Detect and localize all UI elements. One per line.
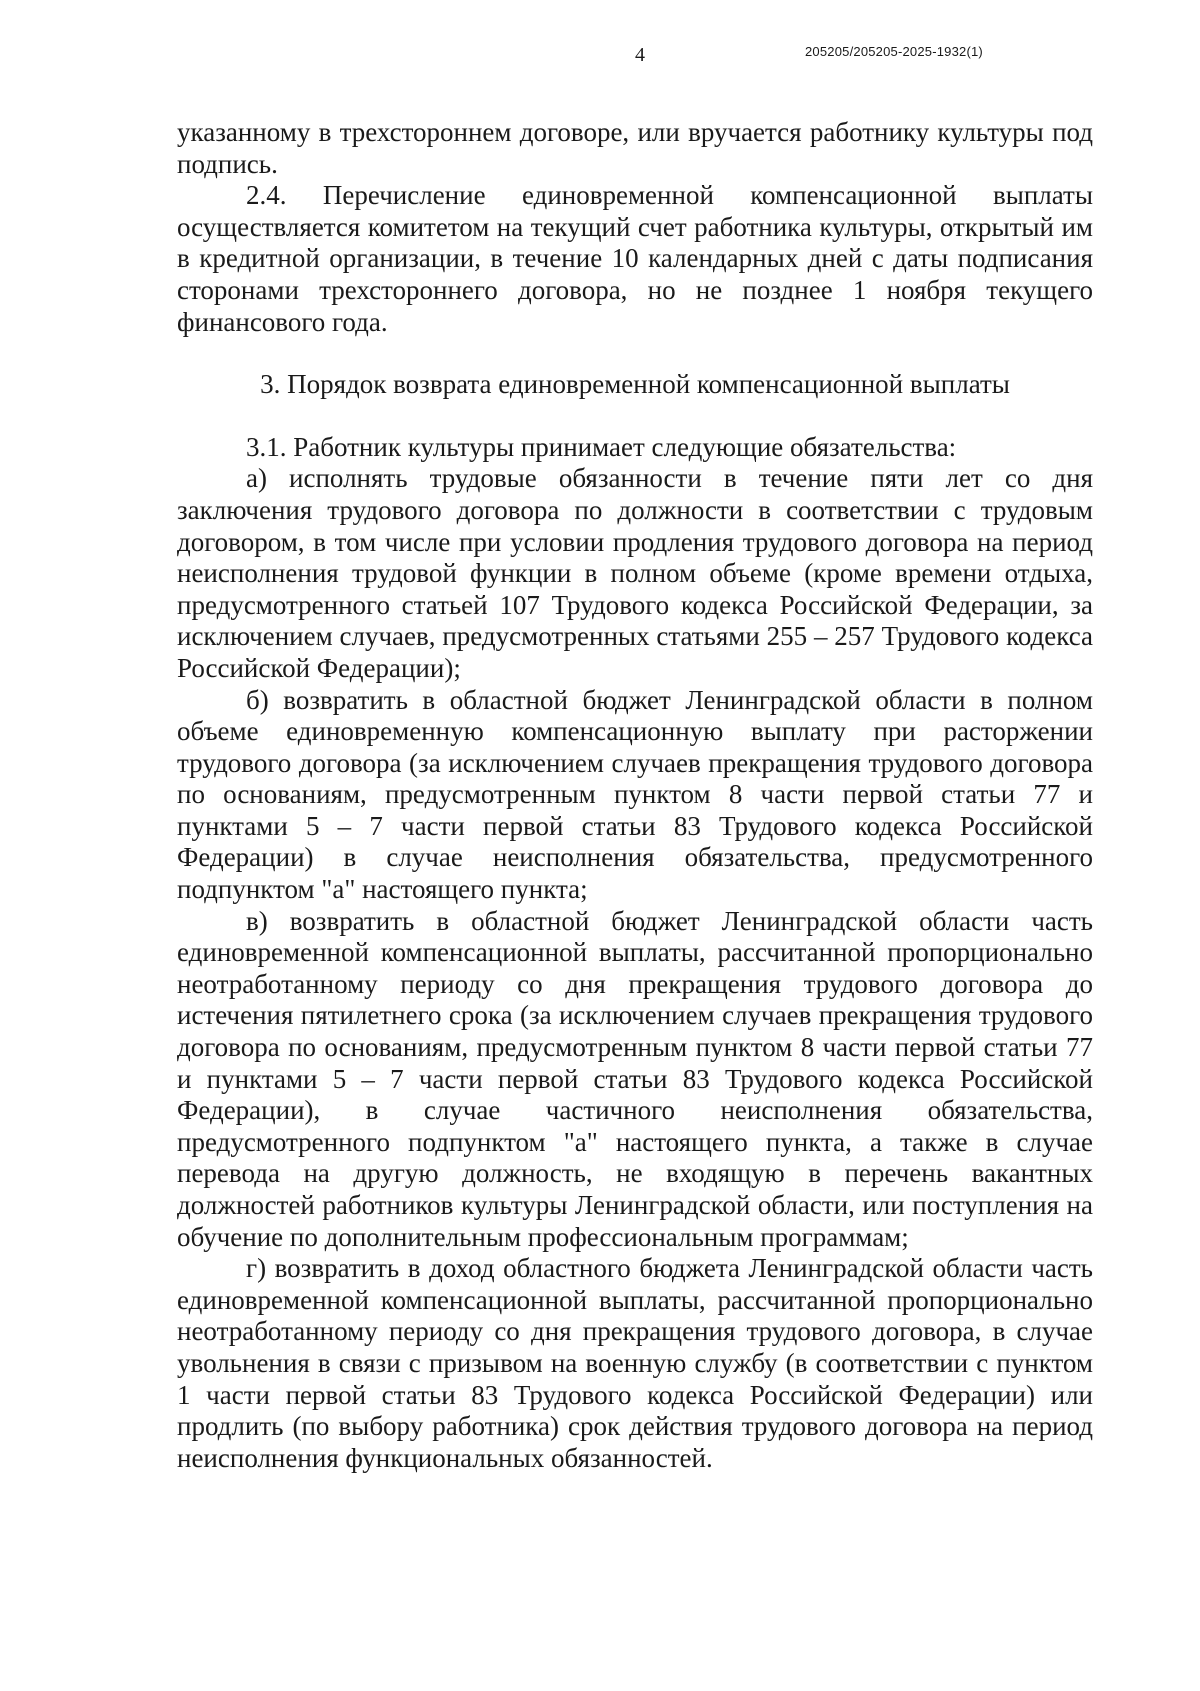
- document-body: [177, 117, 1093, 1474]
- document-id: 205205/205205-2025-1932(1): [805, 44, 983, 59]
- paragraph-3-1-v: в) возвратить в областной бюджет Ленинградской области часть единовременной компенсационной выплаты, рассчитанной пропорционально неотработанному периоду со дня прекращения трудового договора до истечения пятилетнего срока (за исключением случаев прекращения трудового договора по основаниям, предусмотренным пунктом 8 части первой статьи 77 и пунктами 5 – 7 части первой статьи 83 Трудового кодекса Российской Федерации), в случае частичного неисполнения обязательства, предусмотренного подпунктом "а" настоящего пункта, а также в случае перевода на другую должность, не входящую в перечень вакантных должностей работников культуры Ленинградской области, или поступления на обучение по дополнительным профессиональным программам;: [177, 905, 1093, 1252]
- paragraph-2-4: 2.4. Перечисление единовременной компенсационной выплаты осуществляется комитетом на текущий счет работника культуры, открытый им в кредитной организации, в течение 10 календарных дней с даты подписания сторонами трехстороннего договора, но не позднее 1 ноября текущего финансового года.: [177, 180, 1093, 337]
- page-number: 4: [635, 44, 645, 66]
- paragraph-3-1-a: а) исполнять трудовые обязанности в течение пяти лет со дня заключения трудового договора по должности в соответствии с трудовым договором, в том числе при условии продления трудового договора на период неисполнения трудовой функции в полном объеме (кроме времени отдыха, предусмотренного статьей 107 Трудового кодекса Российской Федерации, за исключением случаев, предусмотренных статьями 255 – 257 Трудового кодекса Российской Федерации);: [177, 463, 1093, 683]
- paragraph-3-1: 3.1. Работник культуры принимает следующие обязательства:: [246, 431, 957, 462]
- paragraph-3-1-g: г) возвратить в доход областного бюджета Ленинградской области часть единовременной компенсационной выплаты, рассчитанной пропорционально неотработанному периоду со дня прекращения трудового договора, в случае увольнения в связи с призывом на военную службу (в соответствии с пунктом 1 части первой статьи 83 Трудового кодекса Российской Федерации) или продлить (по выбору работника) срок действия трудового договора на период неисполнения функциональных обязанностей.: [177, 1253, 1093, 1473]
- paragraph-3-1-b: б) возвратить в областной бюджет Ленинградской области в полном объеме единовременную компенсационную выплату при расторжении трудового договора (за исключением случаев прекращения трудового договора по основаниям, предусмотренным пунктом 8 части первой статьи 77 и пунктами 5 – 7 части первой статьи 83 Трудового кодекса Российской Федерации) в случае неисполнения обязательства, предусмотренного подпунктом "а" настоящего пункта;: [177, 684, 1093, 905]
- paragraph-continuation: указанному в трехстороннем договоре, или вручается работнику культуры под подпись.: [177, 117, 1093, 179]
- section-3-heading: 3. Порядок возврата единовременной компенсационной выплаты: [260, 369, 1010, 400]
